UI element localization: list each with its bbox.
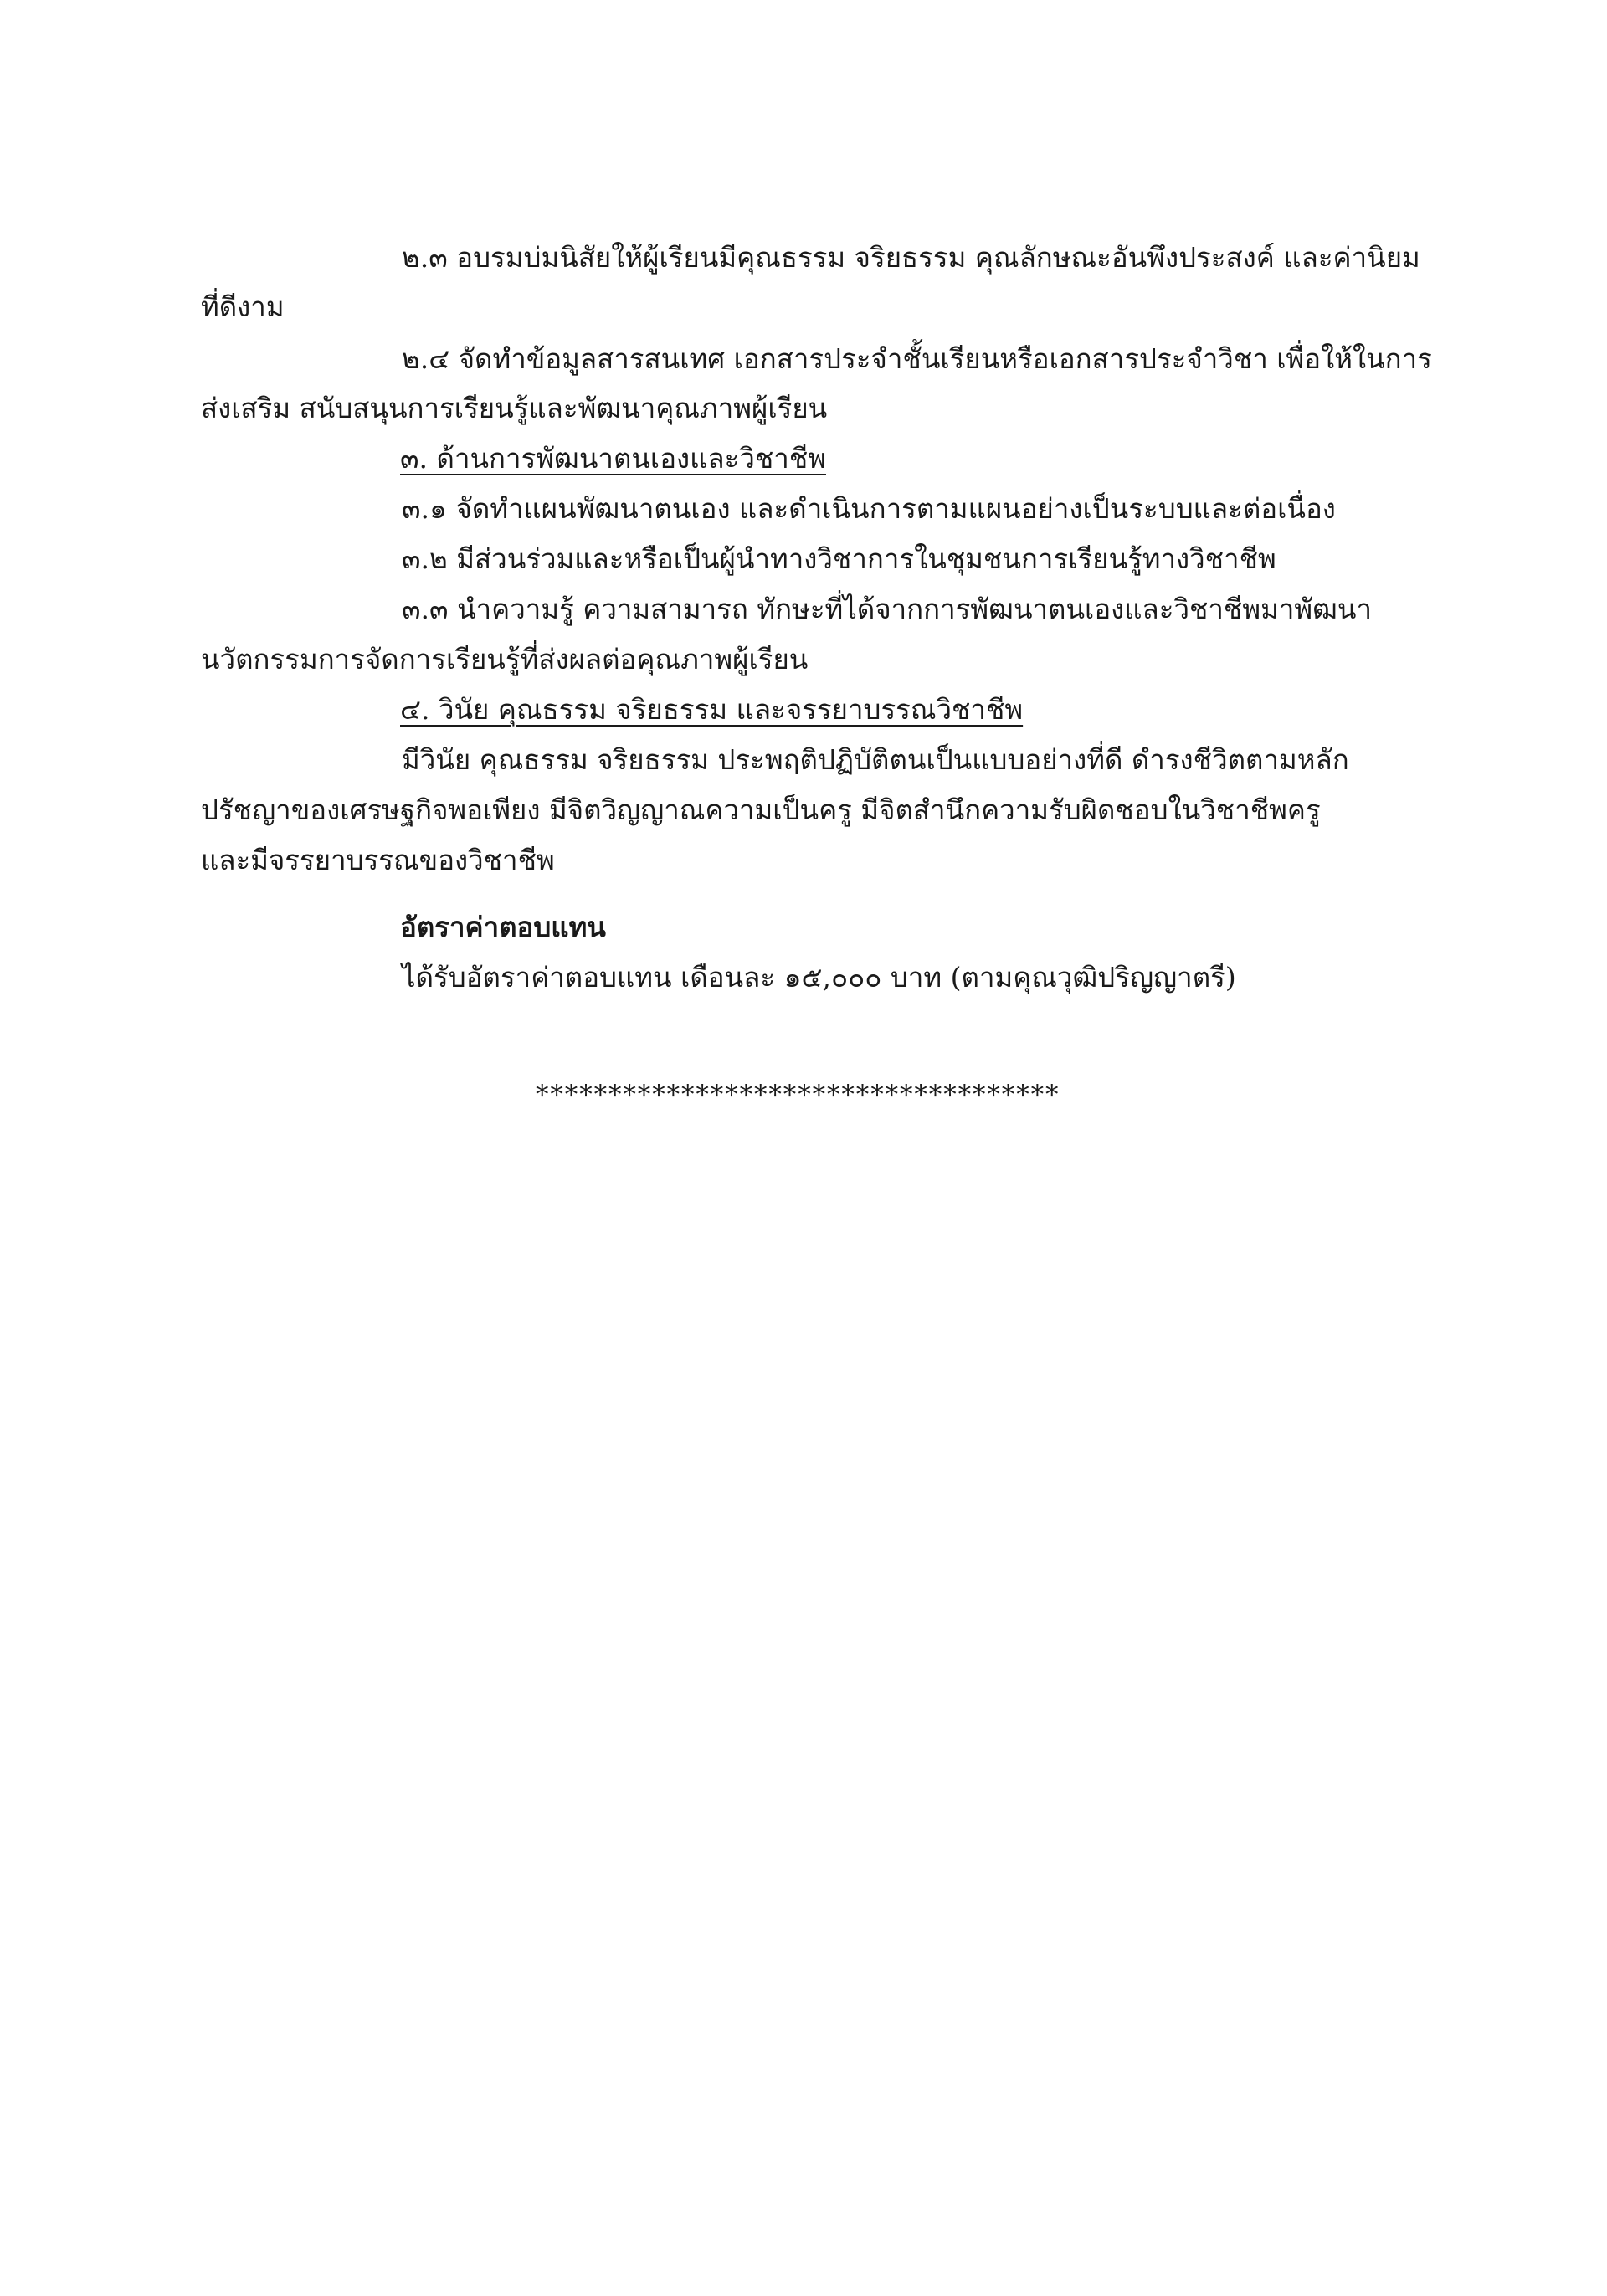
section-4-paragraph-line3: และมีจรรยาบรรณของวิชาชีพ <box>201 844 555 876</box>
item-3-3-line1: ๓.๓ นำความรู้ ความสามารถ ทักษะที่ได้จากการพัฒนาตนเองและวิชาชีพมาพัฒนา <box>402 593 1373 625</box>
separator-asterisks: ************************************ <box>536 1080 1060 1110</box>
item-3-2: ๓.๒ มีส่วนร่วมและหรือเป็นผู้นำทางวิชาการในชุมชนการเรียนรู้ทางวิชาชีพ <box>402 542 1276 575</box>
section-4-heading: ๔. วินัย คุณธรรม จริยธรรม และจรรยาบรรณวิชาชีพ <box>400 693 1024 726</box>
section-3-heading: ๓. ด้านการพัฒนาตนเองและวิชาชีพ <box>400 442 826 475</box>
item-3-1: ๓.๑ จัดทำแผนพัฒนาตนเอง และดำเนินการตามแผนอย่างเป็นระบบและต่อเนื่อง <box>402 492 1336 525</box>
item-2-3-line1: ๒.๓ อบรมบ่มนิสัยให้ผู้เรียนมีคุณธรรม จริยธรรม คุณลักษณะอันพึงประสงค์ และค่านิยม <box>402 241 1420 274</box>
item-2-4-line1: ๒.๔ จัดทำข้อมูลสารสนเทศ เอกสารประจำชั้นเรียนหรือเอกสารประจำวิชา เพื่อให้ในการ <box>402 342 1432 375</box>
section-4-paragraph-line1: มีวินัย คุณธรรม จริยธรรม ประพฤติปฏิบัติตนเป็นแบบอย่างที่ดี ดำรงชีวิตตามหลัก <box>402 743 1349 776</box>
section-4-paragraph-line2: ปรัชญาของเศรษฐกิจพอเพียง มีจิตวิญญาณความเป็นครู มีจิตสำนึกความรับผิดชอบในวิชาชีพครู <box>201 794 1321 826</box>
item-3-3-line2: นวัตกรรมการจัดการเรียนรู้ที่ส่งผลต่อคุณภาพผู้เรียน <box>201 643 809 675</box>
compensation-text: ได้รับอัตราค่าตอบแทน เดือนละ ๑๕,๐๐๐ บาท (ตามคุณวุฒิปริญญาตรี) <box>402 961 1236 994</box>
item-2-3-line2: ที่ดีงาม <box>201 290 285 323</box>
compensation-heading: อัตราค่าตอบแทน <box>400 911 606 943</box>
item-2-4-line2: ส่งเสริม สนับสนุนการเรียนรู้และพัฒนาคุณภาพผู้เรียน <box>201 392 828 424</box>
